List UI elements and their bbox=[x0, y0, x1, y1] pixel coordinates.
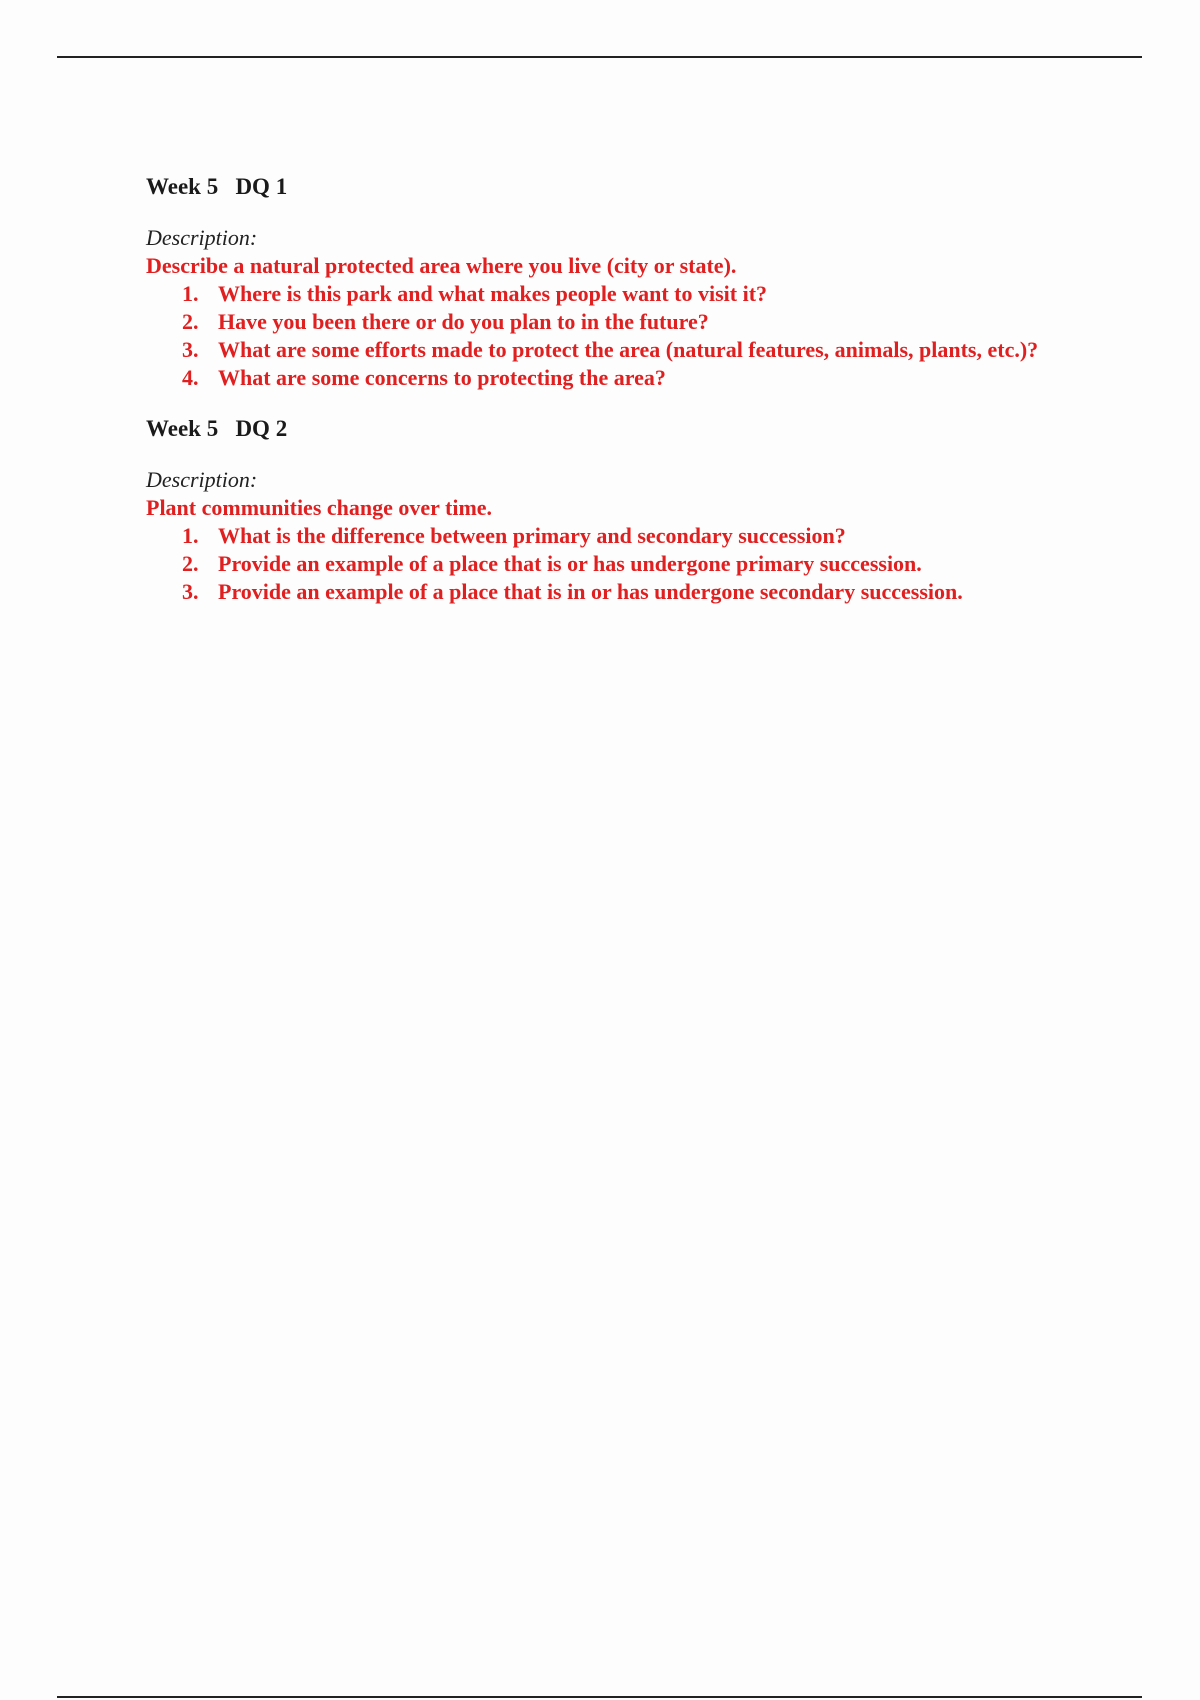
question-item bbox=[146, 336, 1106, 364]
question-item bbox=[146, 522, 1106, 550]
section-heading: Week 5 DQ 1 bbox=[146, 174, 288, 199]
description-label: Description: bbox=[146, 225, 258, 250]
question-list bbox=[146, 522, 1106, 606]
question-text: What is the difference between primary and secondary succession? bbox=[218, 523, 846, 548]
question-list bbox=[146, 280, 1106, 392]
question-text: What are some efforts made to protect the area (natural features, animals, plants, etc.)? bbox=[218, 337, 1039, 362]
prompt-intro: Plant communities change over time. bbox=[146, 495, 493, 520]
question-item bbox=[146, 578, 1106, 606]
question-text: Provide an example of a place that is or has undergone primary succession. bbox=[218, 551, 922, 576]
header-rule bbox=[57, 56, 1142, 58]
question-text: Provide an example of a place that is in or has undergone secondary succession. bbox=[218, 579, 963, 604]
prompt-intro: Describe a natural protected area where you live (city or state). bbox=[146, 253, 737, 278]
footer-rule bbox=[57, 1696, 1142, 1698]
question-text: Where is this park and what makes people want to visit it? bbox=[218, 281, 768, 306]
question-number: 1. bbox=[182, 523, 199, 548]
question-number: 1. bbox=[182, 281, 199, 306]
section-heading: Week 5 DQ 2 bbox=[146, 416, 288, 441]
dq-section-1 bbox=[146, 172, 1106, 392]
question-number: 3. bbox=[182, 579, 199, 604]
dq-section-2 bbox=[146, 414, 1106, 606]
question-number: 3. bbox=[182, 337, 199, 362]
document-content bbox=[146, 172, 1106, 606]
question-number: 2. bbox=[182, 309, 199, 334]
question-item bbox=[146, 308, 1106, 336]
question-item bbox=[146, 364, 1106, 392]
question-number: 4. bbox=[182, 365, 199, 390]
question-item bbox=[146, 280, 1106, 308]
question-number: 2. bbox=[182, 551, 199, 576]
description-label: Description: bbox=[146, 467, 258, 492]
question-text: Have you been there or do you plan to in the future? bbox=[218, 309, 709, 334]
question-text: What are some concerns to protecting the area? bbox=[218, 365, 666, 390]
question-item bbox=[146, 550, 1106, 578]
